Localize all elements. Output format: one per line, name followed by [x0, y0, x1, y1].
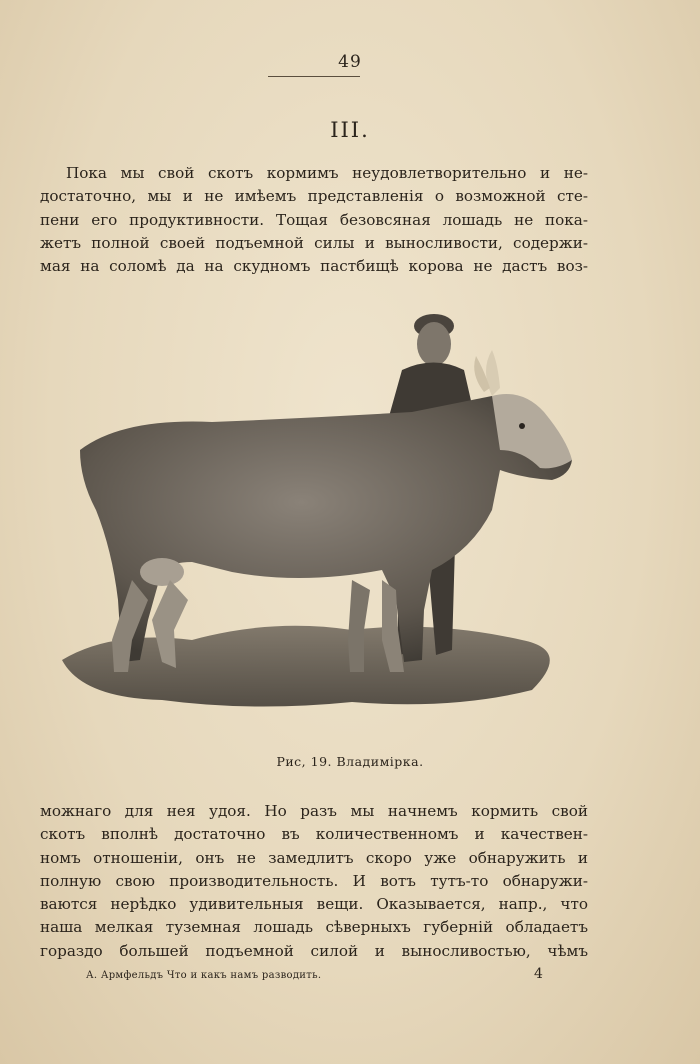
header-rule	[268, 76, 360, 77]
text-line: полную свою производительность. И вотъ тутъ-то обнаружи-	[40, 871, 588, 890]
text-line: пени его продуктивности. Тощая безовсяная лошадь не пока-	[40, 210, 588, 229]
footer-signature: А. Армфельдъ Что и какъ намъ разводить.	[86, 970, 322, 981]
chapter-heading: III.	[330, 118, 370, 142]
text-line: жетъ полной своей подъемной силы и выносливости, содержи-	[40, 233, 588, 252]
text-line: скотъ вполнѣ достаточно въ количественномъ и качествен-	[40, 825, 588, 844]
sheet-mark: 4	[534, 966, 543, 982]
paragraph-bottom	[40, 800, 588, 963]
text-line: гораздо большей подъемной силой и выносливостью, чѣмъ	[40, 941, 588, 960]
cow-illustration	[52, 300, 592, 725]
cow-and-man-engraving	[52, 300, 592, 725]
text-line: Пока мы свой скотъ кормимъ неудовлетворительно и не-	[66, 164, 588, 182]
text-line: достаточно, мы и не имѣемъ представленія о возможной сте-	[40, 187, 588, 206]
figure-caption: Рис, 19. Владимірка.	[276, 754, 424, 769]
text-line: мая на соломѣ да на скудномъ пастбищѣ корова не дастъ воз-	[40, 257, 588, 276]
text-line: наша мелкая туземная лошадь сѣверныхъ губерній обладаетъ	[40, 918, 588, 937]
page-number: 49	[338, 52, 362, 72]
text-line: номъ отношеніи, онъ не замедлитъ скоро уже обнаружить и	[40, 848, 588, 867]
text-line: ваются нерѣдко удивительныя вещи. Оказывается, напр., что	[40, 895, 588, 914]
paragraph-top	[40, 162, 588, 278]
text-line: можнаго для нея удоя. Но разъ мы начнемъ кормить свой	[40, 802, 588, 820]
